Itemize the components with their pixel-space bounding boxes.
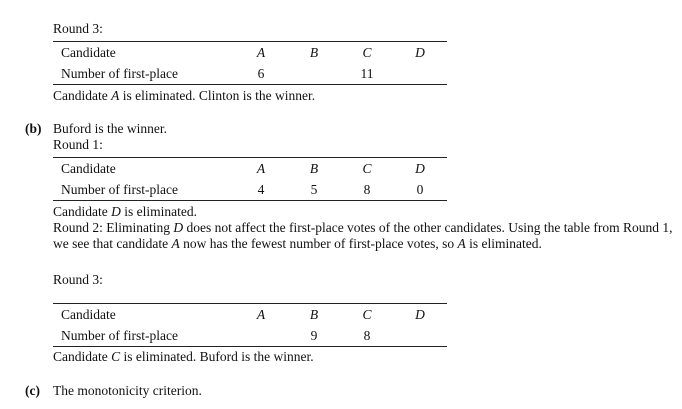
header-d: D xyxy=(415,307,425,322)
cell-c: 8 xyxy=(363,182,371,197)
table-data-row xyxy=(53,325,447,346)
header-candidate: Candidate xyxy=(61,45,116,60)
header-d: D xyxy=(415,45,425,60)
header-b: B xyxy=(309,161,319,176)
conclusion-a: Candidate A is eliminated. Clinton is the winner. xyxy=(53,88,316,103)
round3-heading-a: Round 3: xyxy=(53,21,103,36)
cell-a: 4 xyxy=(257,182,265,197)
header-d: D xyxy=(415,161,425,176)
cell-d: 0 xyxy=(416,182,424,197)
row-label: Number of first-place xyxy=(61,328,178,343)
header-a: A xyxy=(256,161,266,176)
round3-table-b xyxy=(53,303,447,347)
row-label: Number of first-place xyxy=(61,182,178,197)
part-b-label: (b) xyxy=(25,121,42,136)
header-b: B xyxy=(309,45,319,60)
table-header-row xyxy=(53,304,447,325)
table-header-row xyxy=(53,42,447,63)
header-candidate: Candidate xyxy=(61,307,116,322)
cell-b: 9 xyxy=(310,328,318,343)
round1-heading-b: Round 1: xyxy=(53,137,103,152)
round3-table-a xyxy=(53,41,447,85)
header-b: B xyxy=(309,307,319,322)
part-c-text: The monotonicity criterion. xyxy=(53,383,202,398)
part-b-winner: Buford is the winner. xyxy=(53,121,167,136)
header-c: C xyxy=(362,307,372,322)
table-data-row xyxy=(53,63,447,84)
row-label: Number of first-place xyxy=(61,66,178,81)
table-header-row xyxy=(53,158,447,179)
header-a: A xyxy=(256,307,266,322)
header-c: C xyxy=(362,161,372,176)
cell-b: 5 xyxy=(310,182,318,197)
header-candidate: Candidate xyxy=(61,161,116,176)
round3-heading-b: Round 3: xyxy=(53,272,103,287)
round2-paragraph: Round 2: Eliminating D does not affect the first-place votes of the other candidates. Using the table from Round 1, we see that candidate A now has the fewest number of first-place votes, so A is eliminated. xyxy=(53,220,673,251)
cell-a: 6 xyxy=(257,66,265,81)
final-conclusion-b: Candidate C is eliminated. Buford is the winner. xyxy=(53,349,314,364)
cell-c: 11 xyxy=(360,66,374,81)
cell-c: 8 xyxy=(363,328,371,343)
part-c-label: (c) xyxy=(25,383,40,398)
header-a: A xyxy=(256,45,266,60)
table-data-row xyxy=(53,179,447,200)
header-c: C xyxy=(362,45,372,60)
elimination-d: Candidate D is eliminated. xyxy=(53,204,197,219)
round1-table-b xyxy=(53,157,447,201)
